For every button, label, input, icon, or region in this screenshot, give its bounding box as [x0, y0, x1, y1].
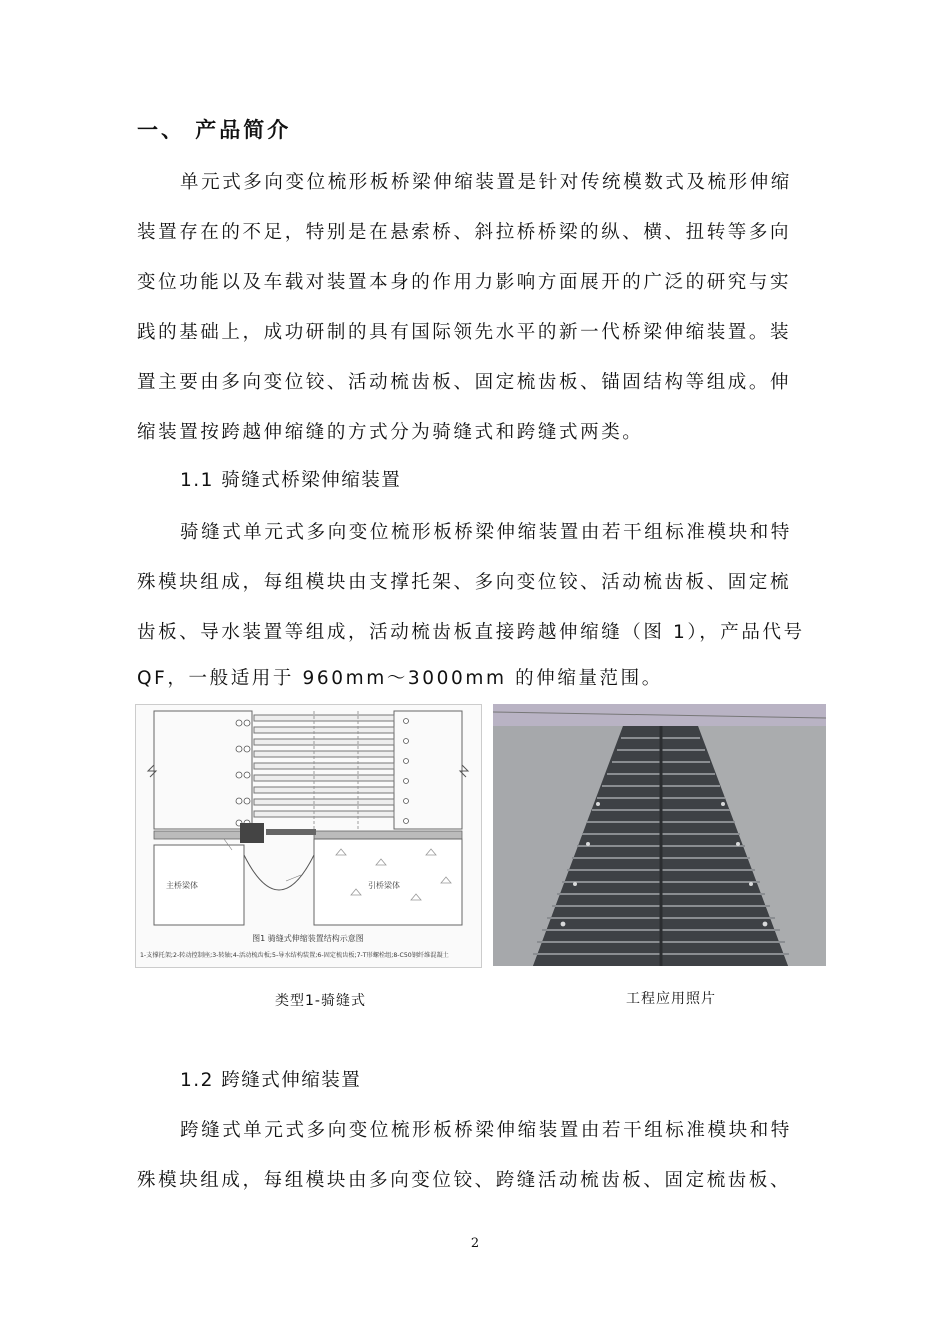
- intro-line: 装置存在的不足，特别是在悬索桥、斜拉桥桥梁的纵、横、扭转等多向: [137, 222, 792, 243]
- intro-line: 践的基础上，成功研制的具有国际领先水平的新一代桥梁伸缩装置。装: [137, 322, 792, 343]
- paragraph-line: QF，一般适用于 960mm～3000mm 的伸缩量范围。: [137, 668, 663, 689]
- right-block-label: 引桥梁体: [368, 881, 400, 890]
- paragraph-line: 殊模块组成，每组模块由多向变位铰、跨缝活动梳齿板、固定梳齿板、: [137, 1170, 792, 1191]
- structure-diagram-figure: [135, 704, 482, 968]
- section-heading: 一、 产品简介: [137, 118, 292, 142]
- intro-line: 置主要由多向变位铰、活动梳齿板、固定梳齿板、锚固结构等组成。伸: [137, 372, 792, 393]
- paragraph-line: 骑缝式单元式多向变位梳形板桥梁伸缩装置由若干组标准模块和特: [180, 522, 792, 543]
- diagram-legend: 1-支撑托架;2-转动控制座;3-转轴;4-活动梳齿板;5-导水结构装置;6-固定梳齿板;7-T形螺栓组;8-C50钢纤维混凝土: [140, 952, 449, 959]
- intro-line: 缩装置按跨越伸缩缝的方式分为骑缝式和跨缝式两类。: [137, 422, 644, 443]
- subsection-title-1-1: 1.1 骑缝式桥梁伸缩装置: [180, 470, 402, 491]
- structure-diagram: [136, 705, 481, 967]
- left-block-label: 主桥梁体: [166, 881, 198, 890]
- intro-line: 变位功能以及车载对装置本身的作用力影响方面展开的广泛的研究与实: [137, 272, 792, 293]
- paragraph-line: 跨缝式单元式多向变位梳形板桥梁伸缩装置由若干组标准模块和特: [180, 1120, 792, 1141]
- diagram-caption: 图1 骑缝式伸缩装置结构示意图: [252, 934, 364, 943]
- figure-caption-left: 类型1-骑缝式: [275, 993, 366, 1009]
- project-photo: [493, 704, 826, 966]
- subsection-title-1-2: 1.2 跨缝式伸缩装置: [180, 1070, 362, 1091]
- paragraph-line: 殊模块组成，每组模块由支撑托架、多向变位铰、活动梳齿板、固定梳: [137, 572, 792, 593]
- paragraph-line: 齿板、导水装置等组成，活动梳齿板直接跨越伸缩缝（图 1），产品代号: [137, 622, 805, 643]
- page-number: 2: [470, 1236, 480, 1251]
- intro-line: 单元式多向变位梳形板桥梁伸缩装置是针对传统模数式及梳形伸缩: [180, 172, 792, 193]
- figure-caption-right: 工程应用照片: [626, 991, 716, 1007]
- comb-joint-photo: [493, 704, 826, 966]
